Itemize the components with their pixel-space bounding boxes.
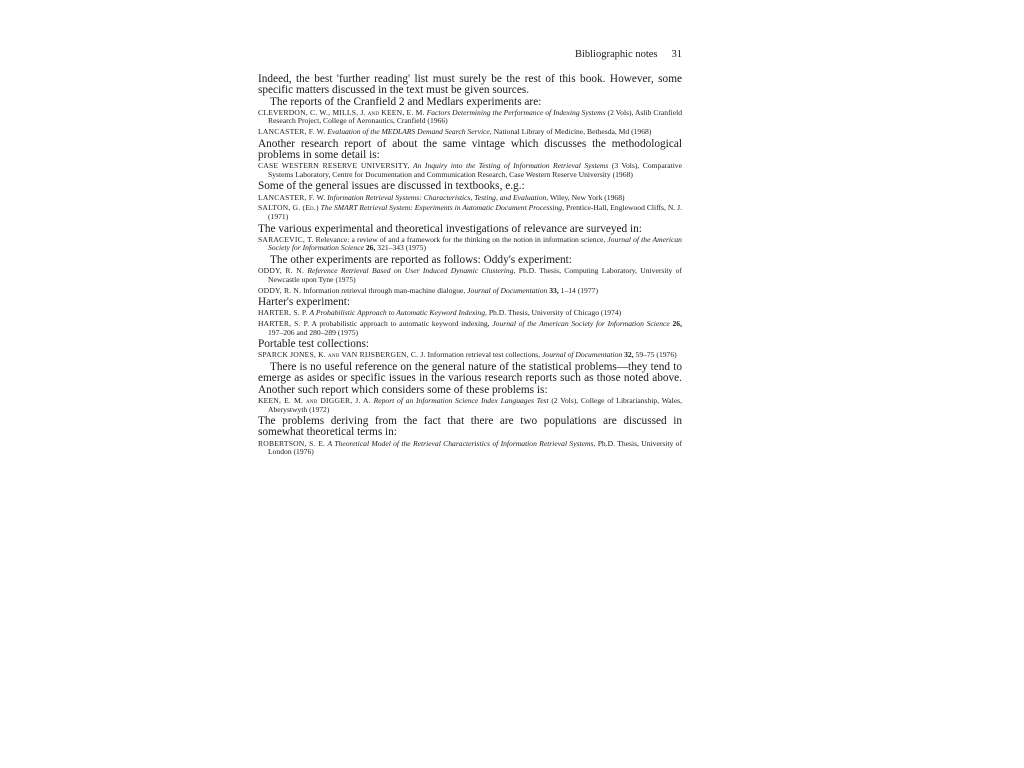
reference-author: SARACEVIC, T. <box>258 234 314 244</box>
body-paragraph: Harter's experiment: <box>258 296 351 309</box>
reference-entry <box>258 204 682 221</box>
reference-author: SPARCK JONES, K. and VAN RIJSBERGEN, C. J. <box>258 350 426 360</box>
reference-title: Report of an Information Science Index Languages Test <box>373 395 549 405</box>
reference-details: Wiley, New York (1968) <box>550 192 625 202</box>
reference-entry <box>258 287 682 296</box>
reference-title: The SMART Retrieval System: Experiments in Automatic Document Processing, <box>320 203 565 213</box>
reference-details: 321–343 (1975) <box>377 243 426 253</box>
reference-author: LANCASTER, F. W. <box>258 127 326 137</box>
reference-author: KEEN, E. M. and DIGGER, J. A. <box>258 395 371 405</box>
book-page <box>258 40 682 660</box>
reference-author: LANCASTER, F. W. <box>258 192 326 202</box>
reference-article-title: A probabilistic approach to automatic keyword indexing, <box>311 318 490 328</box>
reference-title: A Theoretical Model of the Retrieval Characteristics of Information Retrieval Systems, <box>327 438 596 448</box>
reference-details: Ph.D. Thesis, University of London (1976) <box>268 438 682 457</box>
reference-details: Ph.D. Thesis, Computing Laboratory, University of Newcastle upon Tyne (1975) <box>268 266 682 284</box>
reference-entry <box>258 236 682 253</box>
reference-entry <box>258 194 682 203</box>
reference-details: Prentice-Hall, Englewood Cliffs, N. J. (1971) <box>268 203 682 221</box>
reference-author: ROBERTSON, S. E. <box>258 438 326 448</box>
running-head-title: Bibliographic notes <box>574 49 658 60</box>
reference-entry <box>258 109 682 126</box>
reference-title: Journal of the American Society for Information Science <box>268 234 682 253</box>
reference-title: Journal of Documentation <box>542 350 623 360</box>
body-paragraph: Some of the general issues are discussed in textbooks, e.g.: <box>258 180 525 193</box>
body-paragraph: The reports of the Cranfield 2 and Medlars experiments are: <box>270 95 542 108</box>
body-paragraph: The various experimental and theoretical investigations of relevance are surveyed in: <box>258 222 642 235</box>
reference-title: Journal of Documentation <box>467 285 548 295</box>
reference-details: (2 Vols), Aslib Cranfield Research Project, College of Aeronautics, Cranfield (1966) <box>268 107 683 126</box>
reference-details: (3 Vols), Comparative Systems Laboratory, Centre for Documentation and Communication Research, Case Western Reserve University (1968) <box>268 161 682 179</box>
reference-details: Ph.D. Thesis, University of Chicago (1974) <box>488 308 622 318</box>
reference-details: 197–206 and 280–289 (1975) <box>268 327 359 337</box>
body-paragraph: The problems deriving from the fact that there are two populations are discussed in somewhat theoretical terms in: <box>258 415 682 439</box>
reference-details: 1–14 (1977) <box>560 285 598 295</box>
reference-entry <box>258 397 682 414</box>
reference-volume: 26, <box>365 243 376 253</box>
reference-entry <box>258 440 682 457</box>
running-head <box>258 48 682 62</box>
reference-author: HARTER, S. P. <box>258 318 310 328</box>
body-paragraph: Indeed, the best 'further reading' list must surely be the rest of this book. However, some specific matters discussed in the text must be given sources. <box>258 73 682 97</box>
reference-title: Factors Determining the Performance of Indexing Systems <box>426 107 606 117</box>
reference-author: ODDY, R. N. <box>258 285 302 295</box>
reference-volume: 32, <box>624 350 634 360</box>
reference-title: A Probabilistic Approach to Automatic Keyword Indexing, <box>309 308 487 318</box>
reference-entry <box>258 309 682 318</box>
reference-entry <box>258 162 682 179</box>
reference-entry <box>258 320 682 337</box>
reference-title: Journal of the American Society for Information Science <box>492 318 670 328</box>
reference-article-title: Information retrieval through man-machine dialogue, <box>303 285 466 295</box>
reference-author: SALTON, G. (Ed.) <box>258 203 319 213</box>
reference-entry <box>258 267 682 284</box>
reference-title: Information Retrieval Systems: Characteristics, Testing, and Evaluation, <box>327 192 549 202</box>
page-number: 31 <box>671 49 682 60</box>
reference-author: HARTER, S. P. <box>258 308 308 318</box>
reference-volume: 33, <box>549 285 559 295</box>
reference-title: Reference Retrieval Based on User Induced Dynamic Clustering, <box>307 266 516 276</box>
reference-title: An Inquiry into the Testing of Information Retrieval Systems <box>413 161 609 171</box>
reference-entry <box>258 128 682 137</box>
reference-author: ODDY, R. N. <box>258 266 305 276</box>
reference-details: National Library of Medicine, Bethesda, Md (1968) <box>493 127 652 137</box>
reference-volume: 26, <box>672 318 682 328</box>
reference-article-title: Information retrieval test collections, <box>427 350 541 360</box>
body-paragraph: The other experiments are reported as follows: Oddy's experiment: <box>270 254 572 267</box>
reference-author: CASE WESTERN RESERVE UNIVERSITY, <box>258 161 410 171</box>
reference-title: Evaluation of the MEDLARS Demand Search Service, <box>327 127 492 137</box>
reference-article-title: Relevance: a review of and a framework for the thinking on the notion in information science, <box>315 234 606 244</box>
reference-author: CLEVERDON, C. W., MILLS, J. and KEEN, E. M. <box>258 107 425 117</box>
page-body <box>258 74 682 459</box>
reference-details: (2 Vols), College of Librarianship, Wales, Aberystwyth (1972) <box>268 395 682 414</box>
reference-details: 59–75 (1976) <box>635 350 677 360</box>
body-paragraph: Another research report of about the same vintage which discusses the methodological problems in some detail is: <box>258 137 682 161</box>
body-paragraph: There is no useful reference on the general nature of the statistical problems—they tend to emerge as asides or specific issues in the various research reports such as those noted above. Another such report which considers some of these problems is: <box>258 361 682 396</box>
body-paragraph: Portable test collections: <box>258 338 370 351</box>
reference-entry <box>258 351 682 360</box>
